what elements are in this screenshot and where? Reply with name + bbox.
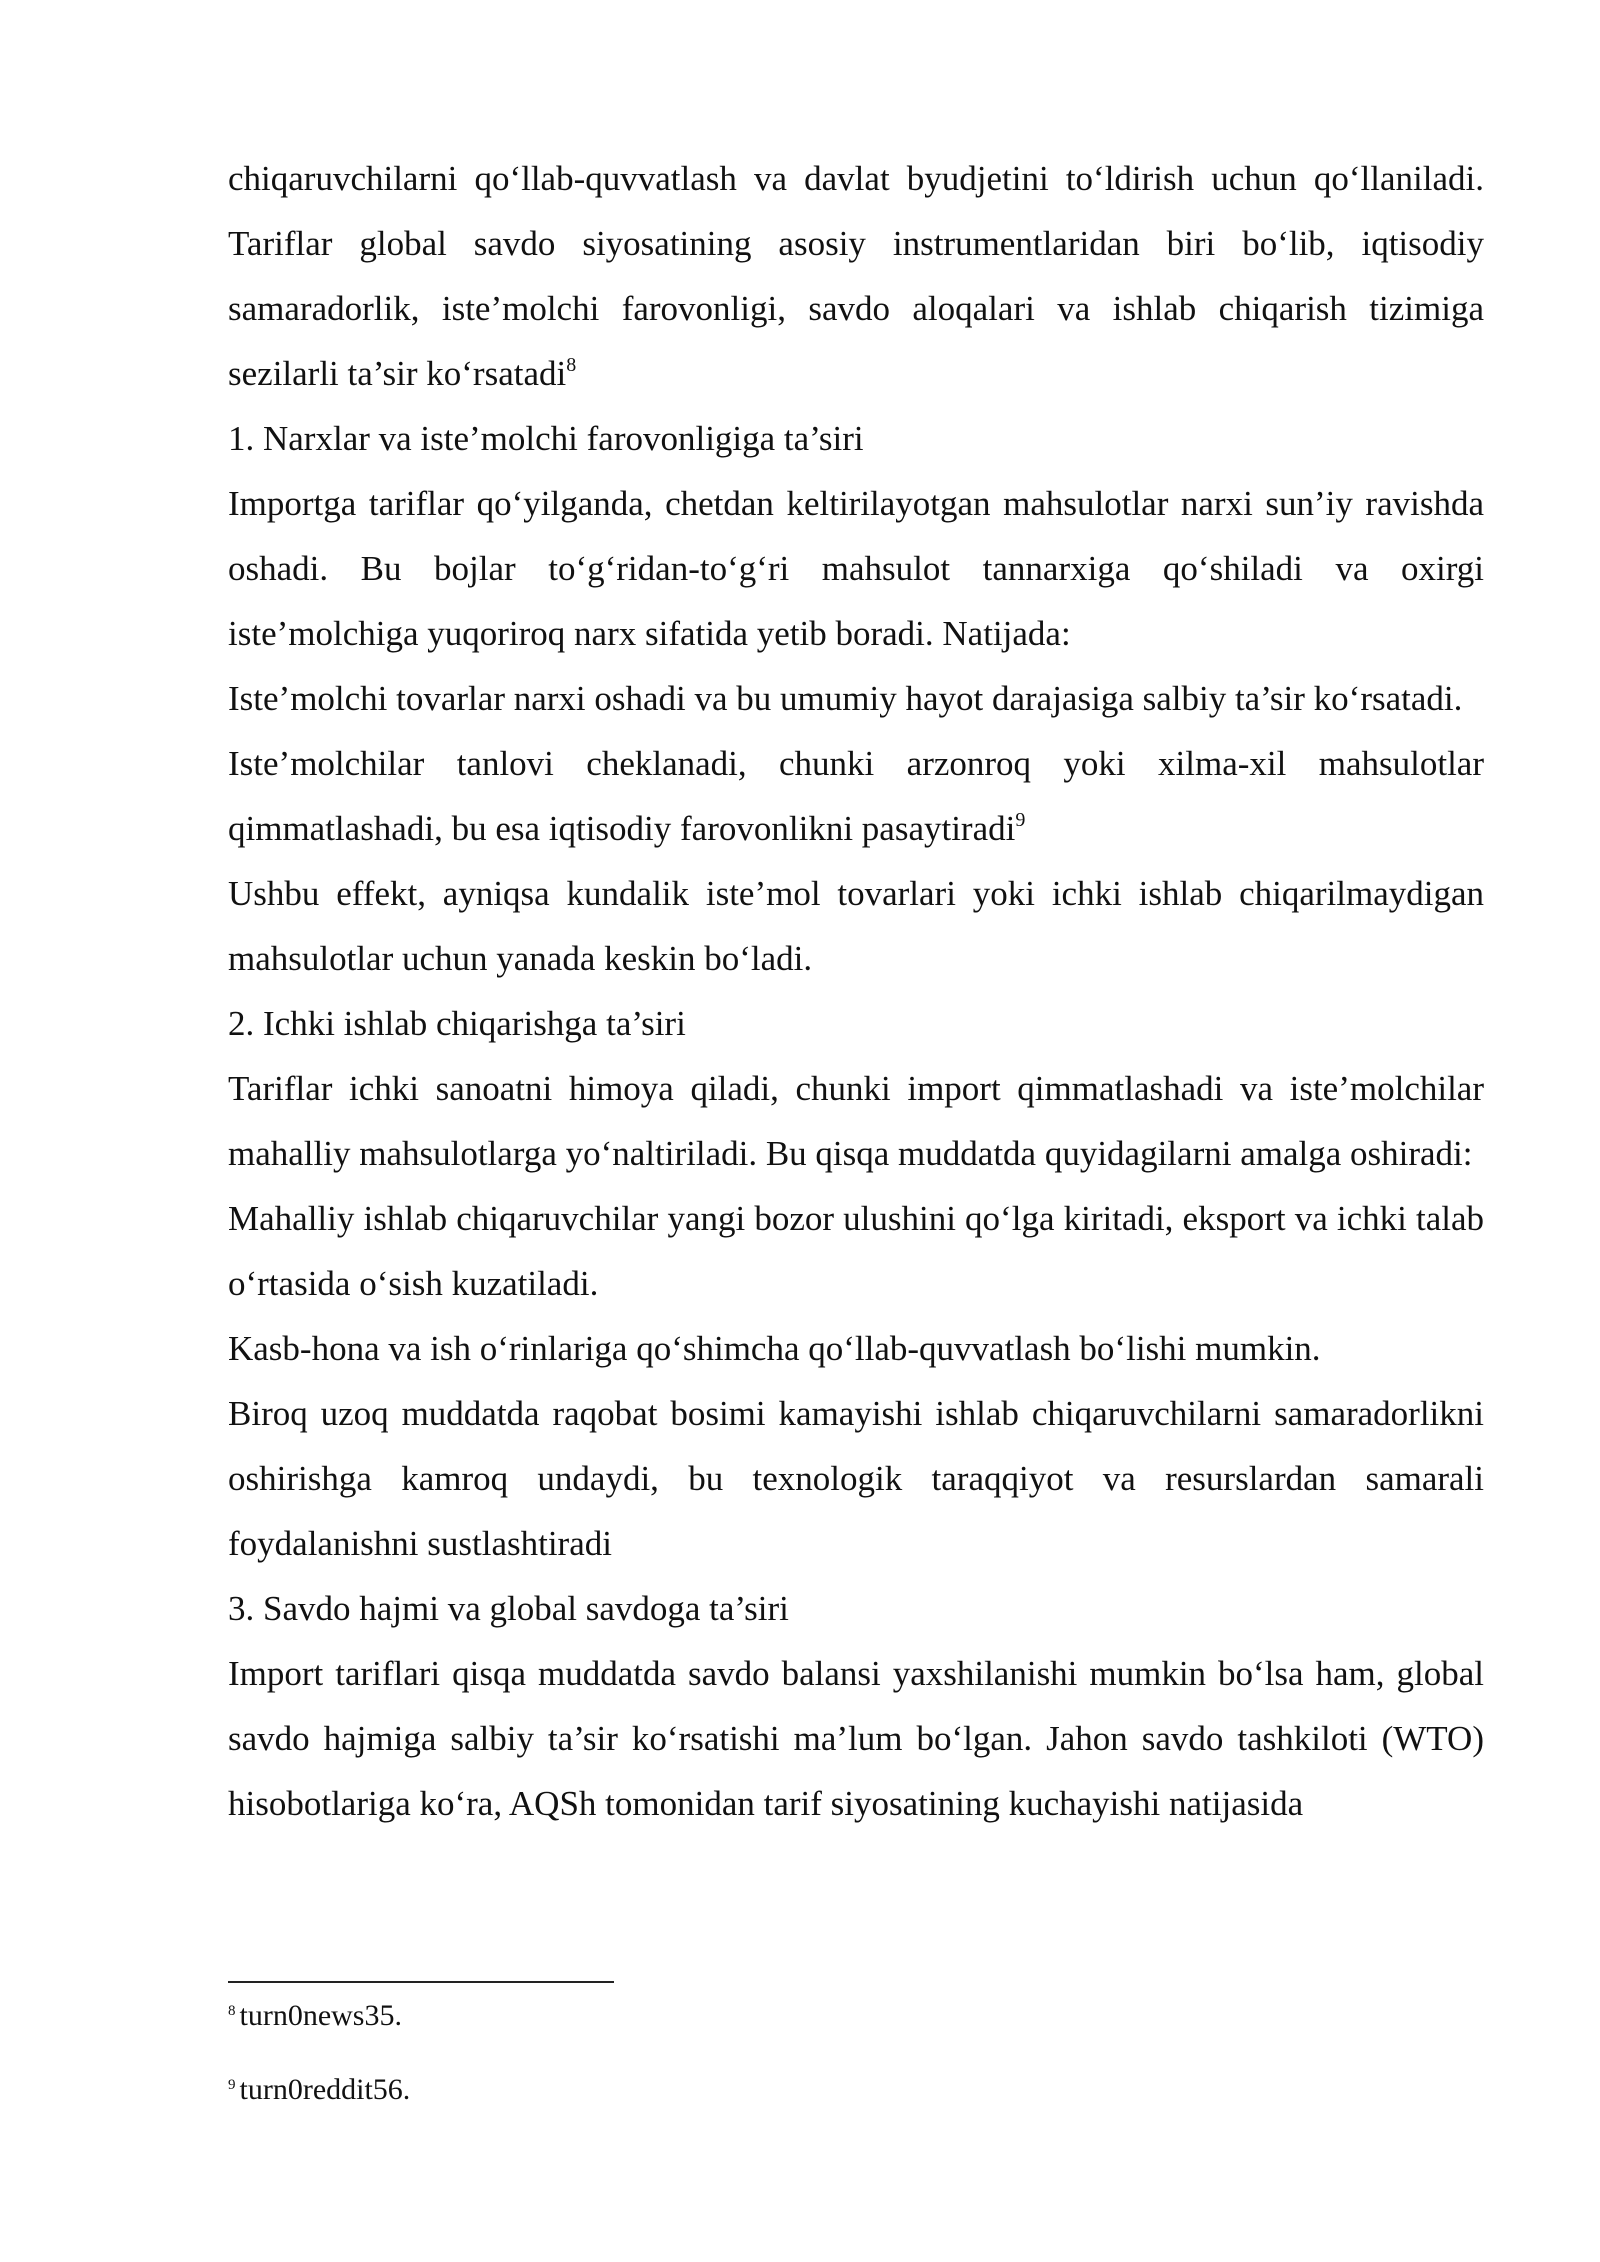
footnote-separator <box>228 1981 614 1983</box>
document-body <box>228 146 1484 1836</box>
section-heading: 2. Ichki ishlab chiqarishga ta’siri <box>228 1004 686 1043</box>
section-heading: 1. Narxlar va iste’molchi farovonligiga ta’siri <box>228 419 864 458</box>
footnote <box>228 2072 410 2108</box>
paragraph: Mahalliy ishlab chiqaruvchilar yangi bozor ulushini qo‘lga kiritadi, eksport va ichki talab o‘rtasida o‘sish kuzatiladi. <box>228 1199 1484 1303</box>
paragraph: Iste’molchilar tanlovi cheklanadi, chunki arzonroq yoki xilma-xil mahsulotlar qimmatlashadi, bu esa iqtisodiy farovonlikni pasaytiradi$^9$ <box>228 744 1484 848</box>
paragraph: Ushbu effekt, ayniqsa kundalik iste’mol tovarlari yoki ichki ishlab chiqarilmaydigan mahsulotlar uchun yanada keskin bo‘ladi. <box>228 874 1484 978</box>
footnote-mark: 9 <box>228 2077 236 2093</box>
footnote-reference[interactable]: 9 <box>1015 809 1026 831</box>
paragraph: Import tariflari qisqa muddatda savdo balansi yaxshilanishi mumkin bo‘lsa ham, global savdo hajmiga salbiy ta’sir ko‘rsatishi ma’lum bo‘lgan. Jahon savdo tashkiloti (WTO) hisobotlariga ko‘ra, AQSh tomonidan tarif siyosatining kuchayishi natijasida <box>228 1654 1484 1823</box>
paragraph: Importga tariflar qo‘yilganda, chetdan keltirilayotgan mahsulotlar narxi sun’iy ravishda oshadi. Bu bojlar to‘g‘ridan-to‘g‘ri mahsulot tannarxiga qo‘shiladi va oxirgi iste’molchiga yuqoriroq narx sifatida yetib boradi. Natijada: <box>228 484 1484 653</box>
paragraph: Biroq uzoq muddatda raqobat bosimi kamayishi ishlab chiqaruvchilarni samaradorlikni oshirishga kamroq undaydi, bu texnologik taraqqiyot va resurslardan samarali foydalanishni sustlashtiradi <box>228 1394 1484 1563</box>
footnote-text: turn0reddit56. <box>239 2073 411 2106</box>
footnote <box>228 1998 402 2034</box>
footnote-mark: 8 <box>228 2003 236 2019</box>
paragraph: Tariflar ichki sanoatni himoya qiladi, chunki import qimmatlashadi va iste’molchilar mahalliy mahsulotlarga yo‘naltiriladi. Bu qisqa muddatda quyidagilarni amalga oshiradi: <box>228 1069 1484 1173</box>
paragraph: Kasb-hona va ish o‘rinlariga qo‘shimcha qo‘llab-quvvatlash bo‘lishi mumkin. <box>228 1329 1321 1368</box>
paragraph: chiqaruvchilarni qo‘llab-quvvatlash va davlat byudjetini to‘ldirish uchun qo‘llaniladi. Tariflar global savdo siyosatining asosiy instrumentlaridan biri bo‘lib, iqtisodiy samaradorlik, iste’molchi farovonligi, savdo aloqalari va ishlab chiqarish tizimiga sezilarli ta’sir ko‘rsatadi$^8$ <box>228 159 1484 393</box>
paragraph: Iste’molchi tovarlar narxi oshadi va bu umumiy hayot darajasiga salbiy ta’sir ko‘rsatadi. <box>228 679 1463 718</box>
footnote-text: turn0news35. <box>239 1999 402 2032</box>
section-heading: 3. Savdo hajmi va global savdoga ta’siri <box>228 1589 789 1628</box>
footnote-reference[interactable]: 8 <box>566 354 577 376</box>
